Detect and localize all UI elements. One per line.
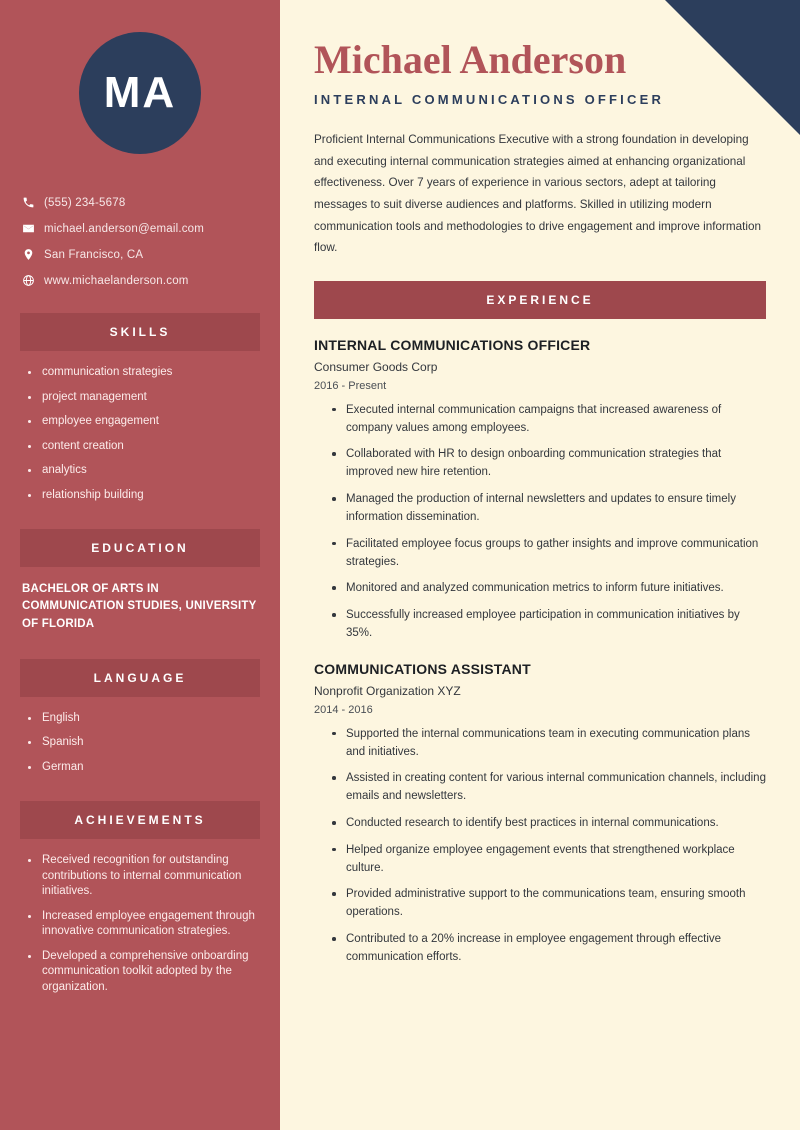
list-item: relationship building	[26, 488, 260, 504]
contact-location	[22, 248, 260, 261]
list-item: Spanish	[26, 735, 260, 751]
contact-location-text: San Francisco, CA	[44, 248, 144, 261]
contact-email	[22, 222, 260, 235]
job-company: Consumer Goods Corp	[314, 359, 438, 374]
globe-icon	[22, 274, 44, 287]
list-item: Developed a comprehensive onboarding communication toolkit adopted by the organization.	[26, 949, 260, 996]
contact-website	[22, 274, 260, 287]
education-heading-bar	[20, 529, 260, 567]
list-item: Collaborated with HR to design onboarding communication strategies that improved new hire retention.	[332, 446, 766, 482]
list-item: Conducted research to identify best practices in internal communications.	[332, 815, 766, 833]
list-item: Increased employee engagement through innovative communication strategies.	[26, 909, 260, 940]
main-content	[280, 0, 800, 1130]
list-item: Provided administrative support to the communications team, ensuring smooth operations.	[332, 886, 766, 922]
achievements-heading: ACHIEVEMENTS	[74, 813, 206, 828]
education-entry: BACHELOR OF ARTS IN COMMUNICATION STUDIES, UNIVERSITY OF FLORIDA	[22, 583, 257, 630]
list-item: Supported the internal communications team in executing communication plans and initiatives.	[332, 726, 766, 762]
map-pin-icon	[22, 248, 44, 261]
list-item: Managed the production of internal newsletters and updates to ensure timely information dissemination.	[332, 491, 766, 527]
list-item: content creation	[26, 439, 260, 455]
skills-list	[20, 365, 260, 503]
language-heading-bar	[20, 659, 260, 697]
language-heading: LANGUAGE	[93, 670, 187, 685]
contact-email-text: michael.anderson@email.com	[44, 222, 205, 235]
avatar: MA	[79, 32, 201, 154]
list-item: Contributed to a 20% increase in employee engagement through effective communication efforts.	[332, 931, 766, 967]
list-item: Helped organize employee engagement events that strengthened workplace culture.	[332, 842, 766, 878]
experience-heading-bar	[314, 281, 766, 319]
list-item: Monitored and analyzed communication metrics to inform future initiatives.	[332, 580, 766, 598]
skills-heading: SKILLS	[109, 325, 171, 339]
avatar-container	[20, 32, 260, 154]
experience-entry	[314, 337, 766, 643]
list-item: English	[26, 711, 260, 727]
job-dates: 2016 - Present	[314, 379, 387, 392]
list-item: analytics	[26, 463, 260, 479]
job-company: Nonprofit Organization XYZ	[314, 683, 461, 698]
contact-phone	[22, 196, 260, 209]
job-dates: 2014 - 2016	[314, 703, 373, 716]
achievements-heading-bar	[20, 801, 260, 839]
job-role-subtitle: INTERNAL COMMUNICATIONS OFFICER	[314, 92, 665, 107]
contact-phone-text: (555) 234-5678	[44, 196, 126, 209]
skills-heading-bar	[20, 313, 260, 351]
job-title: COMMUNICATIONS ASSISTANT	[314, 660, 531, 677]
list-item: communication strategies	[26, 365, 260, 381]
list-item: German	[26, 760, 260, 776]
phone-icon	[22, 196, 44, 209]
list-item: project management	[26, 390, 260, 406]
list-item: Facilitated employee focus groups to gather insights and improve communication strategies.	[332, 536, 766, 572]
experience-heading: EXPERIENCE	[486, 292, 594, 307]
page-title: Michael Anderson	[314, 37, 627, 82]
list-item: Successfully increased employee participation in communication initiatives by 35%.	[332, 607, 766, 643]
achievements-list	[20, 853, 260, 995]
list-item: Executed internal communication campaigns that increased awareness of company values among employees.	[332, 402, 766, 438]
list-item: employee engagement	[26, 414, 260, 430]
list-item: Assisted in creating content for various internal communication channels, including emails and newsletters.	[332, 770, 766, 806]
job-title: INTERNAL COMMUNICATIONS OFFICER	[314, 336, 591, 353]
contact-list	[20, 196, 260, 287]
contact-website-text: www.michaelanderson.com	[44, 274, 189, 287]
language-list	[20, 711, 260, 776]
list-item: Received recognition for outstanding contributions to internal communication initiatives.	[26, 853, 260, 900]
sidebar	[0, 0, 280, 1130]
profile-summary: Proficient Internal Communications Executive with a strong foundation in developing and executing internal communication strategies aimed at enhancing organizational effectiveness. Over 7 years of experience in various sectors, adept at tailoring messages to suit diverse audiences and platforms. Skilled in utilizing modern communication tools and methodologies to drive engagement and improve information flow.	[314, 133, 761, 255]
job-bullets	[314, 402, 766, 643]
job-bullets	[314, 726, 766, 967]
envelope-icon	[22, 222, 44, 235]
experience-entry	[314, 661, 766, 967]
education-heading: EDUCATION	[91, 541, 189, 556]
